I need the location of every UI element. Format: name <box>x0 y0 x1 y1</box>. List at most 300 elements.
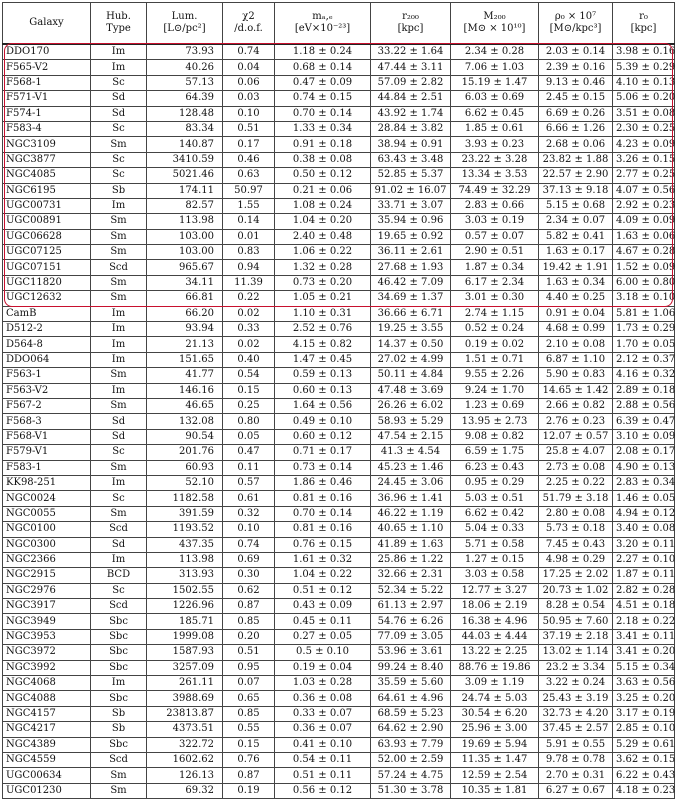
table-cell: 0.95 <box>223 660 275 675</box>
table-row <box>3 106 675 121</box>
column-header-title: Galaxy <box>29 17 64 28</box>
table-row <box>3 91 675 106</box>
table-cell: 0.32 <box>223 506 275 521</box>
table-cell: 6.17 ± 2.34 <box>451 275 539 290</box>
table-cell: 0.47 <box>223 445 275 460</box>
table-cell: NGC3877 <box>3 152 91 167</box>
table-cell: 1.32 ± 0.28 <box>275 260 371 275</box>
table-cell: 82.57 <box>147 198 223 213</box>
table-cell: 3.10 ± 0.09 <box>613 429 675 444</box>
table-cell: 9.13 ± 0.46 <box>539 75 613 90</box>
table-cell: Im <box>91 198 147 213</box>
table-cell: 1.55 <box>223 198 275 213</box>
column-header-title: mₐ,ₑ <box>312 11 333 22</box>
table-cell: 2.77 ± 0.25 <box>613 168 675 183</box>
column-header-title: χ2 <box>242 11 255 22</box>
table-cell: NGC3992 <box>3 660 91 675</box>
table-cell: 0.25 <box>223 398 275 413</box>
table-cell: Sm <box>91 368 147 383</box>
table-cell: 99.24 ± 8.40 <box>371 660 451 675</box>
table-cell: UGC00731 <box>3 198 91 213</box>
table-cell: 6.62 ± 0.42 <box>451 506 539 521</box>
table-cell: 0.15 <box>223 737 275 752</box>
table-cell: F565-V2 <box>3 60 91 75</box>
table-cell: 63.43 ± 3.48 <box>371 152 451 167</box>
table-row <box>3 629 675 644</box>
table-cell: 0.15 <box>223 383 275 398</box>
table-cell: UGC06628 <box>3 229 91 244</box>
table-cell: 1999.08 <box>147 629 223 644</box>
table-cell: 3.98 ± 0.16 <box>613 44 675 60</box>
table-cell: 2.88 ± 0.56 <box>613 398 675 413</box>
table-row <box>3 645 675 660</box>
table-cell: 2.52 ± 0.76 <box>275 322 371 337</box>
table-cell: Im <box>91 337 147 352</box>
table-cell: 64.61 ± 4.96 <box>371 691 451 706</box>
table-cell: 3.18 ± 0.10 <box>613 291 675 306</box>
table-cell: 74.49 ± 32.29 <box>451 183 539 198</box>
table-cell: Im <box>91 44 147 60</box>
table-cell: NGC0055 <box>3 506 91 521</box>
table-cell: 113.98 <box>147 214 223 229</box>
table-cell: 41.3 ± 4.54 <box>371 445 451 460</box>
table-cell: 50.95 ± 7.60 <box>539 614 613 629</box>
table-cell: 0.04 <box>223 60 275 75</box>
table-cell: Scd <box>91 260 147 275</box>
table-cell: 13.22 ± 2.25 <box>451 645 539 660</box>
table-cell: 25.8 ± 4.07 <box>539 445 613 460</box>
table-cell: 24.45 ± 3.06 <box>371 475 451 490</box>
table-cell: 132.08 <box>147 414 223 429</box>
table-cell: 0.95 ± 0.29 <box>451 475 539 490</box>
table-cell: 1.27 ± 0.15 <box>451 552 539 567</box>
table-cell: 19.42 ± 1.91 <box>539 260 613 275</box>
column-header-unit: [kpc] <box>630 23 657 34</box>
table-cell: 5.82 ± 0.41 <box>539 229 613 244</box>
table-row <box>3 229 675 244</box>
table-cell: 0.60 ± 0.12 <box>275 429 371 444</box>
table-cell: Sm <box>91 506 147 521</box>
column-header-unit: /d.o.f. <box>234 23 263 34</box>
table-cell: 0.43 ± 0.09 <box>275 599 371 614</box>
table-row <box>3 60 675 75</box>
table-cell: 0.47 ± 0.09 <box>275 75 371 90</box>
table-cell: Im <box>91 383 147 398</box>
table-cell: Sm <box>91 275 147 290</box>
table-cell: Sb <box>91 722 147 737</box>
table-cell: 174.11 <box>147 183 223 198</box>
table-cell: 52.00 ± 2.59 <box>371 752 451 767</box>
table-cell: 2.85 ± 0.10 <box>613 722 675 737</box>
table-row <box>3 398 675 413</box>
table-cell: 3.40 ± 0.08 <box>613 522 675 537</box>
table-cell: 2.30 ± 0.25 <box>613 121 675 136</box>
table-cell: Sm <box>91 783 147 798</box>
table-cell: 57.24 ± 4.75 <box>371 768 451 783</box>
table-cell: 9.78 ± 0.78 <box>539 752 613 767</box>
table-cell: 3.09 ± 1.19 <box>451 676 539 691</box>
column-header-title: M₂₀₀ <box>483 11 506 22</box>
table-cell: 33.71 ± 3.07 <box>371 198 451 213</box>
table-cell: 2.74 ± 1.15 <box>451 306 539 321</box>
table-cell: 17.25 ± 2.02 <box>539 568 613 583</box>
table-cell: Sbc <box>91 691 147 706</box>
table-cell: 19.65 ± 0.92 <box>371 229 451 244</box>
table-cell: 25.96 ± 3.00 <box>451 722 539 737</box>
table-cell: 0.51 ± 0.11 <box>275 768 371 783</box>
table-cell: 23813.87 <box>147 706 223 721</box>
table-cell: 57.09 ± 2.82 <box>371 75 451 90</box>
table-cell: 4.07 ± 0.56 <box>613 183 675 198</box>
table-cell: 0.40 <box>223 352 275 367</box>
table-cell: 0.11 <box>223 460 275 475</box>
table-cell: Sbc <box>91 614 147 629</box>
table-cell: 0.60 ± 0.13 <box>275 383 371 398</box>
table-cell: 1182.58 <box>147 491 223 506</box>
table-cell: 2.70 ± 0.31 <box>539 768 613 783</box>
table-cell: 91.02 ± 16.07 <box>371 183 451 198</box>
table-cell: 0.14 <box>223 214 275 229</box>
column-header <box>3 3 91 45</box>
table-cell: NGC0100 <box>3 522 91 537</box>
table-cell: 146.16 <box>147 383 223 398</box>
table-cell: DDO064 <box>3 352 91 367</box>
table-cell: 6.59 ± 1.75 <box>451 445 539 460</box>
table-row <box>3 245 675 260</box>
table-cell: Sc <box>91 491 147 506</box>
table-cell: 4.51 ± 0.18 <box>613 599 675 614</box>
table-cell: 0.76 ± 0.15 <box>275 537 371 552</box>
table-cell: 1.10 ± 0.31 <box>275 306 371 321</box>
table-row <box>3 152 675 167</box>
table-cell: 322.72 <box>147 737 223 752</box>
table-cell: 32.66 ± 2.31 <box>371 568 451 583</box>
table-cell: 4.90 ± 0.13 <box>613 460 675 475</box>
table-cell: 1.33 ± 0.34 <box>275 121 371 136</box>
table-row <box>3 568 675 583</box>
table-cell: 5.03 ± 0.51 <box>451 491 539 506</box>
galaxy-fit-table <box>2 2 675 799</box>
table-cell: D512-2 <box>3 322 91 337</box>
table-cell: NGC3917 <box>3 599 91 614</box>
table-cell: 9.08 ± 0.82 <box>451 429 539 444</box>
table-cell: 73.93 <box>147 44 223 60</box>
table-cell: NGC3109 <box>3 137 91 152</box>
table-cell: 44.03 ± 4.44 <box>451 629 539 644</box>
column-header <box>91 3 147 45</box>
table-cell: 47.54 ± 2.15 <box>371 429 451 444</box>
column-header <box>451 3 539 45</box>
table-row <box>3 429 675 444</box>
table-cell: 27.68 ± 1.93 <box>371 260 451 275</box>
table-cell: 0.10 <box>223 522 275 537</box>
table-cell: BCD <box>91 568 147 583</box>
table-cell: Im <box>91 322 147 337</box>
table-cell: 37.19 ± 2.18 <box>539 629 613 644</box>
column-header <box>371 3 451 45</box>
table-cell: 34.11 <box>147 275 223 290</box>
table-cell: Sd <box>91 106 147 121</box>
table-cell: Sm <box>91 214 147 229</box>
table-cell: 83.34 <box>147 121 223 136</box>
table-cell: Im <box>91 352 147 367</box>
table-row <box>3 168 675 183</box>
table-cell: 45.23 ± 1.46 <box>371 460 451 475</box>
table-cell: 12.77 ± 3.27 <box>451 583 539 598</box>
table-cell: 19.25 ± 3.55 <box>371 322 451 337</box>
table-cell: 0.54 ± 0.11 <box>275 752 371 767</box>
table-cell: 7.06 ± 1.03 <box>451 60 539 75</box>
table-cell: 2.92 ± 0.23 <box>613 198 675 213</box>
table-cell: 50.11 ± 4.84 <box>371 368 451 383</box>
table-row <box>3 275 675 290</box>
column-header-title: r₀ <box>639 11 648 22</box>
table-cell: 90.54 <box>147 429 223 444</box>
table-cell: 8.28 ± 0.54 <box>539 599 613 614</box>
table-row <box>3 522 675 537</box>
table-cell: 30.54 ± 6.20 <box>451 706 539 721</box>
table-cell: 2.34 ± 0.28 <box>451 44 539 60</box>
table-cell: NGC4389 <box>3 737 91 752</box>
table-cell: 5.04 ± 0.33 <box>451 522 539 537</box>
table-cell: F568-V1 <box>3 429 91 444</box>
table-cell: 36.11 ± 2.61 <box>371 245 451 260</box>
table-cell: 140.87 <box>147 137 223 152</box>
table-cell: Sc <box>91 445 147 460</box>
table-cell: 2.27 ± 0.10 <box>613 552 675 567</box>
table-cell: 13.02 ± 1.14 <box>539 645 613 660</box>
table-cell: 36.96 ± 1.41 <box>371 491 451 506</box>
column-header-title: r₂₀₀ <box>402 11 419 22</box>
table-cell: 46.65 <box>147 398 223 413</box>
table-cell: 2.03 ± 0.14 <box>539 44 613 60</box>
table-cell: Sbc <box>91 645 147 660</box>
table-cell: 1.47 ± 0.45 <box>275 352 371 367</box>
table-cell: 0.73 ± 0.20 <box>275 275 371 290</box>
table-cell: NGC3972 <box>3 645 91 660</box>
table-cell: 1.52 ± 0.09 <box>613 260 675 275</box>
table-cell: 0.5 ± 0.10 <box>275 645 371 660</box>
table-row <box>3 75 675 90</box>
table-cell: 15.19 ± 1.47 <box>451 75 539 90</box>
table-cell: 93.94 <box>147 322 223 337</box>
table-cell: 4.16 ± 0.32 <box>613 368 675 383</box>
table-cell: Sc <box>91 75 147 90</box>
table-row <box>3 414 675 429</box>
table-cell: 54.76 ± 6.26 <box>371 614 451 629</box>
table-cell: 2.12 ± 0.37 <box>613 352 675 367</box>
table-cell: 0.51 ± 0.12 <box>275 583 371 598</box>
table-cell: 1.63 ± 0.06 <box>613 229 675 244</box>
table-cell: 1.73 ± 0.29 <box>613 322 675 337</box>
table-cell: Sc <box>91 168 147 183</box>
table-row <box>3 676 675 691</box>
table-cell: 1.03 ± 0.28 <box>275 676 371 691</box>
table-cell: 2.45 ± 0.15 <box>539 91 613 106</box>
table-cell: 126.13 <box>147 768 223 783</box>
table-cell: 2.76 ± 0.23 <box>539 414 613 429</box>
table-cell: UGC01230 <box>3 783 91 798</box>
table-cell: 0.61 <box>223 491 275 506</box>
table-cell: 3.93 ± 0.23 <box>451 137 539 152</box>
table-cell: 2.10 ± 0.08 <box>539 337 613 352</box>
table-cell: 58.93 ± 5.29 <box>371 414 451 429</box>
table-cell: Im <box>91 676 147 691</box>
table-cell: 4.68 ± 0.99 <box>539 322 613 337</box>
table-cell: 37.13 ± 9.18 <box>539 183 613 198</box>
table-cell: F563-1 <box>3 368 91 383</box>
table-cell: NGC4068 <box>3 676 91 691</box>
table-cell: 128.48 <box>147 106 223 121</box>
table-cell: 16.38 ± 4.96 <box>451 614 539 629</box>
table-row <box>3 691 675 706</box>
table-cell: 0.62 <box>223 583 275 598</box>
table-cell: 52.10 <box>147 475 223 490</box>
table-cell: D564-8 <box>3 337 91 352</box>
table-cell: 6.03 ± 0.69 <box>451 91 539 106</box>
table-cell: 3.03 ± 0.58 <box>451 568 539 583</box>
table-cell: 0.70 ± 0.14 <box>275 106 371 121</box>
table-cell: 33.22 ± 1.64 <box>371 44 451 60</box>
table-cell: 10.35 ± 1.81 <box>451 783 539 798</box>
table-cell: 0.91 ± 0.18 <box>275 137 371 152</box>
table-row <box>3 137 675 152</box>
table-cell: 5.81 ± 1.06 <box>613 306 675 321</box>
table-cell: 0.81 ± 0.16 <box>275 522 371 537</box>
table-cell: 0.71 ± 0.17 <box>275 445 371 460</box>
column-header <box>613 3 675 45</box>
table-cell: 2.39 ± 0.16 <box>539 60 613 75</box>
table-cell: 35.94 ± 0.96 <box>371 214 451 229</box>
table-cell: 4.67 ± 0.28 <box>613 245 675 260</box>
table-cell: 66.81 <box>147 291 223 306</box>
table-cell: 9.55 ± 2.26 <box>451 368 539 383</box>
table-row <box>3 614 675 629</box>
table-cell: 6.23 ± 0.43 <box>451 460 539 475</box>
table-cell: 6.66 ± 1.26 <box>539 121 613 136</box>
table-row <box>3 537 675 552</box>
column-header-title: Hub. <box>106 11 131 22</box>
table-cell: 0.65 <box>223 691 275 706</box>
table-cell: 0.74 ± 0.15 <box>275 91 371 106</box>
table-cell: 40.26 <box>147 60 223 75</box>
table-cell: 0.54 <box>223 368 275 383</box>
column-header <box>539 3 613 45</box>
table-cell: 1.04 ± 0.20 <box>275 214 371 229</box>
table-cell: 0.02 <box>223 306 275 321</box>
table-cell: 0.74 <box>223 44 275 60</box>
table-header <box>3 3 675 45</box>
table-cell: 4.23 ± 0.09 <box>613 137 675 152</box>
table-cell: 1.86 ± 0.46 <box>275 475 371 490</box>
table-cell: 5.06 ± 0.20 <box>613 91 675 106</box>
table-cell: 23.2 ± 3.34 <box>539 660 613 675</box>
table-cell: NGC4085 <box>3 168 91 183</box>
table-cell: F579-V1 <box>3 445 91 460</box>
table-cell: 3.41 ± 0.20 <box>613 645 675 660</box>
table-cell: 0.83 <box>223 245 275 260</box>
table-cell: Sd <box>91 537 147 552</box>
table-cell: Sbc <box>91 629 147 644</box>
table-cell: 313.93 <box>147 568 223 583</box>
table-cell: 6.00 ± 0.80 <box>613 275 675 290</box>
table-cell: Sm <box>91 229 147 244</box>
table-row <box>3 768 675 783</box>
table-cell: 4.15 ± 0.82 <box>275 337 371 352</box>
table-cell: 64.62 ± 2.90 <box>371 722 451 737</box>
table-cell: 0.81 ± 0.16 <box>275 491 371 506</box>
table-row <box>3 491 675 506</box>
table-cell: 103.00 <box>147 245 223 260</box>
table-cell: 2.40 ± 0.48 <box>275 229 371 244</box>
table-cell: 9.24 ± 1.70 <box>451 383 539 398</box>
table-cell: 28.84 ± 3.82 <box>371 121 451 136</box>
table-cell: 0.94 <box>223 260 275 275</box>
table-cell: 0.70 ± 0.14 <box>275 506 371 521</box>
table-cell: 4.09 ± 0.09 <box>613 214 675 229</box>
table-cell: 0.76 <box>223 752 275 767</box>
table-row <box>3 121 675 136</box>
table-cell: NGC2915 <box>3 568 91 583</box>
table-cell: 51.79 ± 3.18 <box>539 491 613 506</box>
table-cell: 25.43 ± 3.19 <box>539 691 613 706</box>
table-cell: 0.02 <box>223 337 275 352</box>
table-cell: NGC2366 <box>3 552 91 567</box>
table-cell: 88.76 ± 19.86 <box>451 660 539 675</box>
table-cell: 20.73 ± 1.02 <box>539 583 613 598</box>
table-cell: 7.45 ± 0.43 <box>539 537 613 552</box>
table-cell: 69.32 <box>147 783 223 798</box>
table-cell: 13.95 ± 2.73 <box>451 414 539 429</box>
table-cell: 0.20 <box>223 629 275 644</box>
table-cell: 2.83 ± 0.66 <box>451 198 539 213</box>
table-cell: 4373.51 <box>147 722 223 737</box>
table-cell: 6.39 ± 0.47 <box>613 414 675 429</box>
table-cell: 3.01 ± 0.30 <box>451 291 539 306</box>
table-cell: 0.21 ± 0.06 <box>275 183 371 198</box>
table-cell: 3.51 ± 0.08 <box>613 106 675 121</box>
table-cell: 0.74 <box>223 537 275 552</box>
table-cell: 0.56 ± 0.12 <box>275 783 371 798</box>
column-header-unit: [eV×10⁻²³] <box>294 23 351 34</box>
table-cell: 0.27 ± 0.05 <box>275 629 371 644</box>
table-cell: 22.57 ± 2.90 <box>539 168 613 183</box>
table-cell: 1193.52 <box>147 522 223 537</box>
table-cell: 0.73 ± 0.14 <box>275 460 371 475</box>
table-cell: Sc <box>91 583 147 598</box>
column-header <box>223 3 275 45</box>
column-header-title: Lum. <box>171 11 198 22</box>
table-cell: UGC00891 <box>3 214 91 229</box>
table-row <box>3 260 675 275</box>
table-cell: Sc <box>91 152 147 167</box>
table-cell: UGC00634 <box>3 768 91 783</box>
table-cell: 2.25 ± 0.22 <box>539 475 613 490</box>
table-cell: 103.00 <box>147 229 223 244</box>
table-cell: 0.05 <box>223 429 275 444</box>
table-cell: Im <box>91 552 147 567</box>
table-cell: 113.98 <box>147 552 223 567</box>
table-cell: 12.59 ± 2.54 <box>451 768 539 783</box>
table-cell: 25.86 ± 1.22 <box>371 552 451 567</box>
table-cell: 2.73 ± 0.08 <box>539 460 613 475</box>
table-cell: 61.13 ± 2.97 <box>371 599 451 614</box>
table-cell: 5.73 ± 0.18 <box>539 522 613 537</box>
table-cell: NGC3953 <box>3 629 91 644</box>
table-cell: 0.33 ± 0.07 <box>275 706 371 721</box>
table-cell: 0.52 ± 0.24 <box>451 322 539 337</box>
table-cell: 77.09 ± 3.05 <box>371 629 451 644</box>
